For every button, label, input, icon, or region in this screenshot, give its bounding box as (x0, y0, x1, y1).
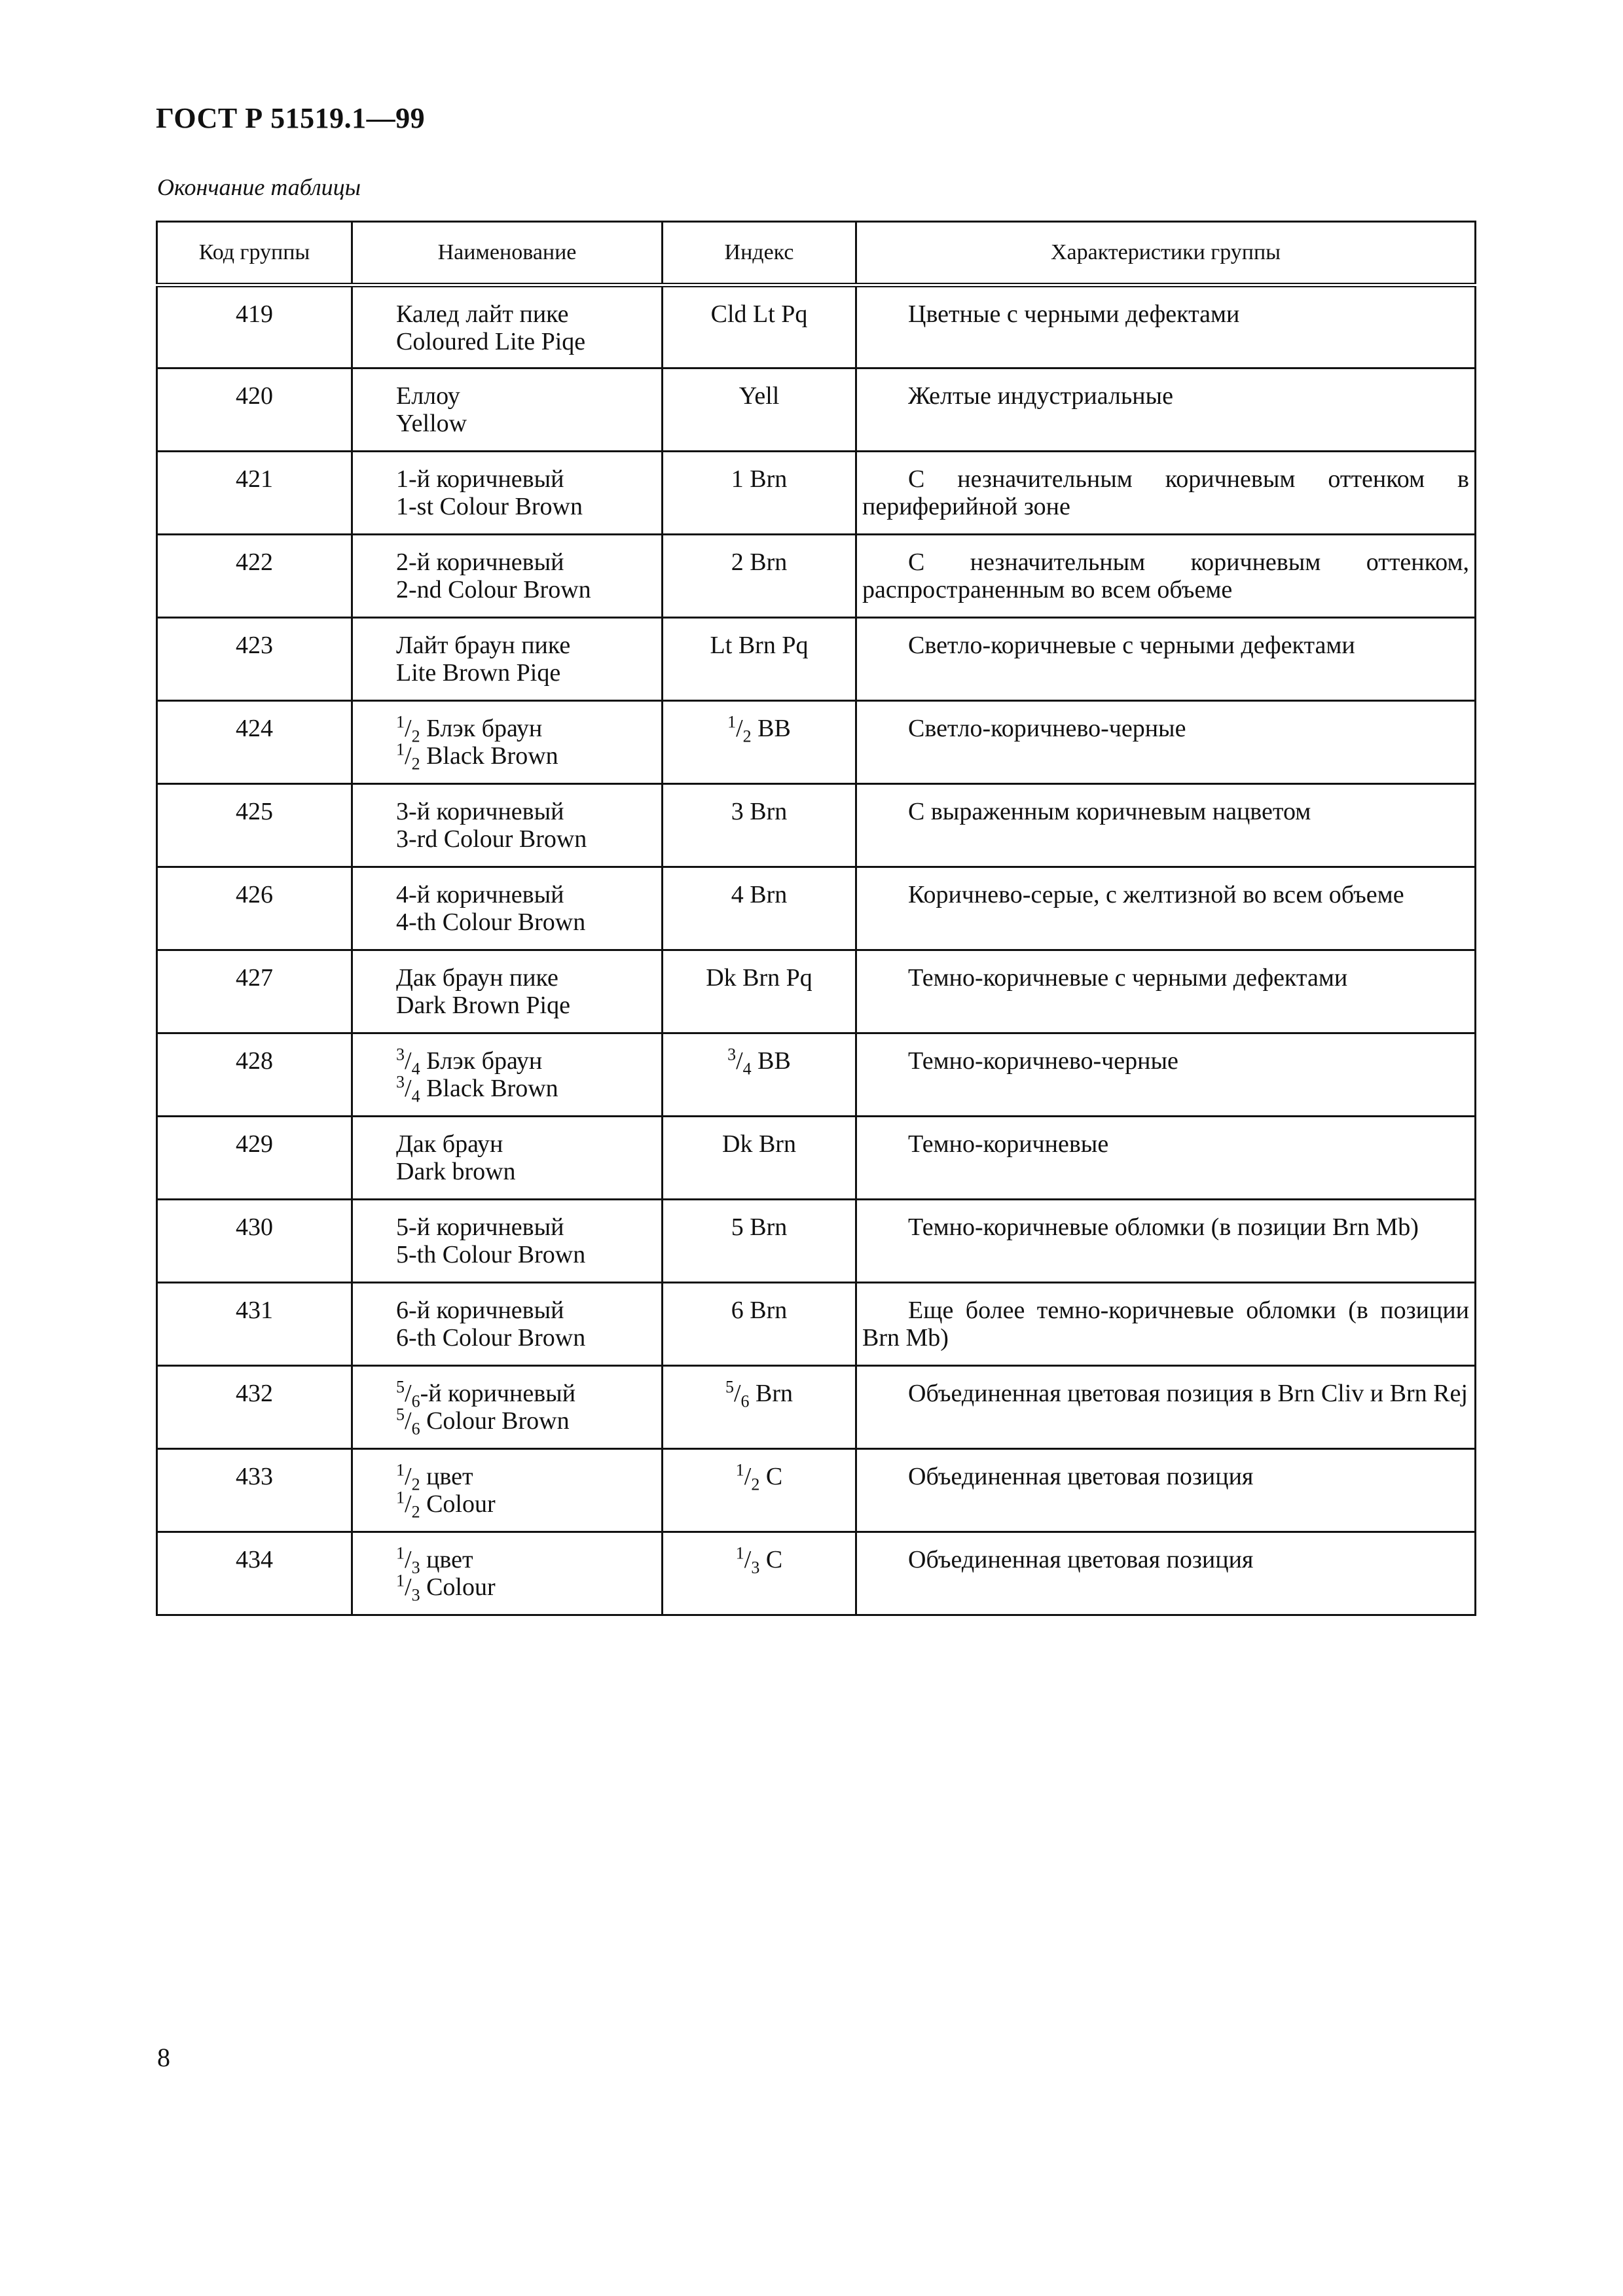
name-en-line (396, 1158, 661, 1185)
group-code: 428 (157, 1033, 352, 1117)
fraction-numerator: 1 (396, 1488, 405, 1507)
name-en-line (396, 328, 661, 355)
fraction-numerator: 5 (396, 1377, 405, 1397)
group-code: 426 (157, 867, 352, 950)
name-en-line: $^1/_2$ Black Brown (396, 740, 558, 774)
name-en-line (396, 825, 661, 853)
name-en: 2-nd Colour Brown (396, 576, 591, 603)
group-code: 424 (157, 701, 352, 784)
name-ru: Еллоу (396, 382, 460, 410)
name-ru-line: $^1/_2$ Блэк браун (396, 712, 543, 746)
fraction-denominator: 4 (411, 1086, 420, 1106)
name-ru: Дак браун пике (396, 964, 558, 992)
name-ru: Блэк браун (426, 715, 543, 742)
index-text: Cld Lt Pq (710, 300, 808, 328)
table-row (157, 784, 1476, 867)
group-name (352, 535, 663, 618)
fraction-denominator: 6 (740, 1391, 750, 1411)
name-ru: Блэк браун (426, 1047, 543, 1075)
fraction-denominator: 3 (751, 1558, 760, 1577)
fraction-denominator: 3 (411, 1585, 420, 1605)
table-row (157, 1033, 1476, 1117)
index-text: Lt Brn Pq (710, 632, 809, 659)
name-ru-line (396, 881, 661, 908)
name-en-line (396, 1241, 661, 1268)
name-en: Black Brown (426, 1075, 558, 1102)
fraction-denominator: 4 (742, 1059, 752, 1079)
group-index (663, 368, 856, 452)
name-ru: Калед лайт пике (396, 300, 569, 328)
fraction-denominator: 3 (411, 1558, 420, 1577)
group-code: 434 (157, 1532, 352, 1615)
group-name (352, 867, 663, 950)
name-en-line: $^3/_4$ Black Brown (396, 1072, 558, 1106)
group-code: 420 (157, 368, 352, 452)
group-index (663, 618, 856, 701)
name-en: Coloured Lite Piqe (396, 328, 586, 355)
name-ru-line: $^1/_2$ цвет (396, 1460, 473, 1494)
index-text: 5 Brn (731, 1213, 788, 1241)
fraction-denominator: 2 (411, 1475, 420, 1494)
group-characteristics: Темно-коричневые с черными дефектами (856, 950, 1476, 1033)
name-en-line (396, 1324, 661, 1352)
name-en-line (396, 410, 661, 437)
index-text: 1 Brn (731, 465, 788, 493)
fraction-denominator: 4 (411, 1059, 420, 1079)
group-code: 433 (157, 1449, 352, 1532)
fraction-denominator: 6 (411, 1419, 420, 1439)
name-ru-line (396, 1297, 661, 1324)
name-en: 4-th Colour Brown (396, 908, 586, 936)
fraction-denominator: 2 (751, 1475, 760, 1494)
group-name (352, 1117, 663, 1200)
table-row (157, 1449, 1476, 1532)
group-index (663, 535, 856, 618)
group-code: 419 (157, 285, 352, 368)
group-characteristics: С незначительным коричневым оттенком в периферийной зоне (856, 452, 1476, 535)
index-text: 3 Brn (731, 798, 788, 825)
name-en-line (396, 908, 661, 936)
group-characteristics: Темно-коричнево-черные (856, 1033, 1476, 1117)
fraction-numerator: 5 (396, 1405, 405, 1424)
name-ru: -й коричневый (420, 1380, 576, 1407)
fraction-numerator: 1 (396, 1460, 405, 1480)
group-code: 423 (157, 618, 352, 701)
name-ru: цвет (426, 1546, 473, 1573)
group-name (352, 701, 663, 784)
index-text: C (765, 1463, 783, 1490)
fraction-denominator: 6 (411, 1391, 420, 1411)
fraction-numerator: 1 (727, 712, 737, 732)
column-header-characteristics: Характеристики группы (856, 222, 1476, 285)
group-name (352, 618, 663, 701)
fraction-numerator: 1 (735, 1543, 744, 1563)
fraction-numerator: 3 (396, 1045, 405, 1064)
fraction-numerator: 1 (735, 1460, 744, 1480)
group-code: 425 (157, 784, 352, 867)
group-characteristics: Желтые индустриальные (856, 368, 1476, 452)
fraction-denominator: 2 (411, 726, 420, 746)
index-text: 4 Brn (731, 881, 788, 908)
table-row (157, 867, 1476, 950)
table-row (157, 618, 1476, 701)
group-name (352, 950, 663, 1033)
name-en: Lite Brown Piqe (396, 659, 561, 687)
fraction-numerator: 3 (396, 1072, 405, 1092)
name-en: Black Brown (426, 742, 558, 770)
group-characteristics: Объединенная цветовая позиция (856, 1449, 1476, 1532)
index-text: 6 Brn (731, 1297, 788, 1324)
group-code: 430 (157, 1200, 352, 1283)
group-index: $^1/_2$ BB (663, 701, 856, 784)
group-code: 431 (157, 1283, 352, 1366)
index-text: Brn (756, 1380, 793, 1407)
name-en-line: $^5/_6$ Colour Brown (396, 1405, 570, 1439)
name-ru-line (396, 798, 661, 825)
table-row (157, 452, 1476, 535)
name-en: Yellow (396, 410, 467, 437)
name-en: Colour Brown (426, 1407, 570, 1435)
group-index (663, 1117, 856, 1200)
name-en: Dark Brown Piqe (396, 992, 570, 1019)
group-characteristics: Цветные с черными дефектами (856, 285, 1476, 368)
name-ru-line: $^3/_4$ Блэк браун (396, 1045, 543, 1079)
group-characteristics: Светло-коричнево-черные (856, 701, 1476, 784)
name-en: 6-th Colour Brown (396, 1324, 586, 1352)
color-groups-table (156, 221, 1476, 1616)
index-text: Dk Brn Pq (706, 964, 812, 992)
name-en-line: $^1/_2$ Colour (396, 1488, 496, 1522)
name-ru-line: $^1/_3$ цвет (396, 1543, 473, 1577)
group-characteristics: Коричнево-серые, с желтизной во всем объеме (856, 867, 1476, 950)
name-ru-line (396, 964, 661, 992)
name-en-line (396, 659, 661, 687)
table-row (157, 1200, 1476, 1283)
name-en-line (396, 576, 661, 603)
group-index (663, 1200, 856, 1283)
group-index: $^5/_6$ Brn (663, 1366, 856, 1449)
group-index (663, 285, 856, 368)
group-index: $^1/_2$ C (663, 1449, 856, 1532)
group-name (352, 784, 663, 867)
name-ru: 5-й коричневый (396, 1213, 564, 1241)
name-en-line (396, 493, 661, 520)
name-en: 5-th Colour Brown (396, 1241, 586, 1268)
index-text: Yell (739, 382, 780, 410)
group-index (663, 867, 856, 950)
group-code: 429 (157, 1117, 352, 1200)
index-text: Dk Brn (722, 1130, 796, 1158)
group-name (352, 1200, 663, 1283)
fraction-numerator: 1 (396, 1543, 405, 1563)
document-header: ГОСТ Р 51519.1—99 (156, 102, 426, 134)
fraction-numerator: 3 (727, 1045, 737, 1064)
name-en: 3-rd Colour Brown (396, 825, 587, 853)
name-ru-line (396, 548, 661, 576)
group-code: 421 (157, 452, 352, 535)
group-characteristics: Светло-коричневые с черными дефектами (856, 618, 1476, 701)
name-ru: 6-й коричневый (396, 1297, 564, 1324)
fraction-numerator: 1 (396, 712, 405, 732)
group-characteristics: Темно-коричневые (856, 1117, 1476, 1200)
table-row (157, 285, 1476, 368)
table-row (157, 1532, 1476, 1615)
name-en: Dark brown (396, 1158, 516, 1185)
name-ru-line (396, 1130, 661, 1158)
table-row (157, 1366, 1476, 1449)
name-ru: 1-й коричневый (396, 465, 564, 493)
table-row (157, 1117, 1476, 1200)
name-en-line: $^1/_3$ Colour (396, 1571, 496, 1605)
group-code: 432 (157, 1366, 352, 1449)
group-code: 427 (157, 950, 352, 1033)
group-index: $^1/_3$ C (663, 1532, 856, 1615)
group-characteristics: Объединенная цветовая позиция в Brn Cliv и Brn Rej (856, 1366, 1476, 1449)
name-en-line (396, 992, 661, 1019)
group-index: $^3/_4$ BB (663, 1033, 856, 1117)
group-name (352, 1033, 663, 1117)
table-caption: Окончание таблицы (157, 174, 361, 200)
table-row (157, 368, 1476, 452)
group-index (663, 1283, 856, 1366)
name-ru-line (396, 382, 661, 410)
table-row (157, 701, 1476, 784)
table-body (157, 285, 1476, 1615)
fraction-numerator: 5 (725, 1377, 734, 1397)
fraction-denominator: 2 (411, 754, 420, 774)
column-header-code: Код группы (157, 222, 352, 285)
name-ru-line (396, 1213, 661, 1241)
column-header-name: Наименование (352, 222, 663, 285)
group-name (352, 285, 663, 368)
name-en: Colour (426, 1573, 496, 1601)
group-name (352, 1283, 663, 1366)
index-text: C (765, 1546, 783, 1573)
group-name (352, 1366, 663, 1449)
index-text: 2 Brn (731, 548, 788, 576)
name-en: Colour (426, 1490, 496, 1518)
fraction-numerator: 1 (396, 1571, 405, 1590)
group-index (663, 784, 856, 867)
name-en: 1-st Colour Brown (396, 493, 583, 520)
index-text: BB (757, 1047, 791, 1075)
group-name (352, 452, 663, 535)
group-characteristics: С незначительным коричневым оттенком, распространенным во всем объеме (856, 535, 1476, 618)
name-ru: 2-й коричневый (396, 548, 564, 576)
fraction-denominator: 2 (411, 1502, 420, 1522)
group-characteristics: Еще более темно-коричневые обломки (в позиции Brn Mb) (856, 1283, 1476, 1366)
page-number: 8 (157, 2043, 170, 2072)
name-ru: Дак браун (396, 1130, 503, 1158)
name-ru-line (396, 300, 661, 328)
name-ru: 3-й коричневый (396, 798, 564, 825)
name-ru-line (396, 465, 661, 493)
fraction-numerator: 1 (396, 740, 405, 759)
group-characteristics: С выраженным коричневым нацветом (856, 784, 1476, 867)
group-code: 422 (157, 535, 352, 618)
name-ru: 4-й коричневый (396, 881, 564, 908)
name-ru: Лайт браун пике (396, 632, 571, 659)
group-characteristics: Объединенная цветовая позиция (856, 1532, 1476, 1615)
index-text: BB (757, 715, 791, 742)
fraction-denominator: 2 (742, 726, 752, 746)
group-characteristics: Темно-коричневые обломки (в позиции Brn Mb) (856, 1200, 1476, 1283)
name-ru-line (396, 632, 661, 659)
column-header-index: Индекс (663, 222, 856, 285)
table-row (157, 950, 1476, 1033)
table-header (157, 222, 1476, 285)
group-index (663, 950, 856, 1033)
group-name (352, 368, 663, 452)
group-index (663, 452, 856, 535)
table-row (157, 1283, 1476, 1366)
name-ru: цвет (426, 1463, 473, 1490)
table-row (157, 535, 1476, 618)
name-ru-line: $^5/_6-й$ коричневый (396, 1377, 576, 1411)
group-name (352, 1449, 663, 1532)
group-name (352, 1532, 663, 1615)
